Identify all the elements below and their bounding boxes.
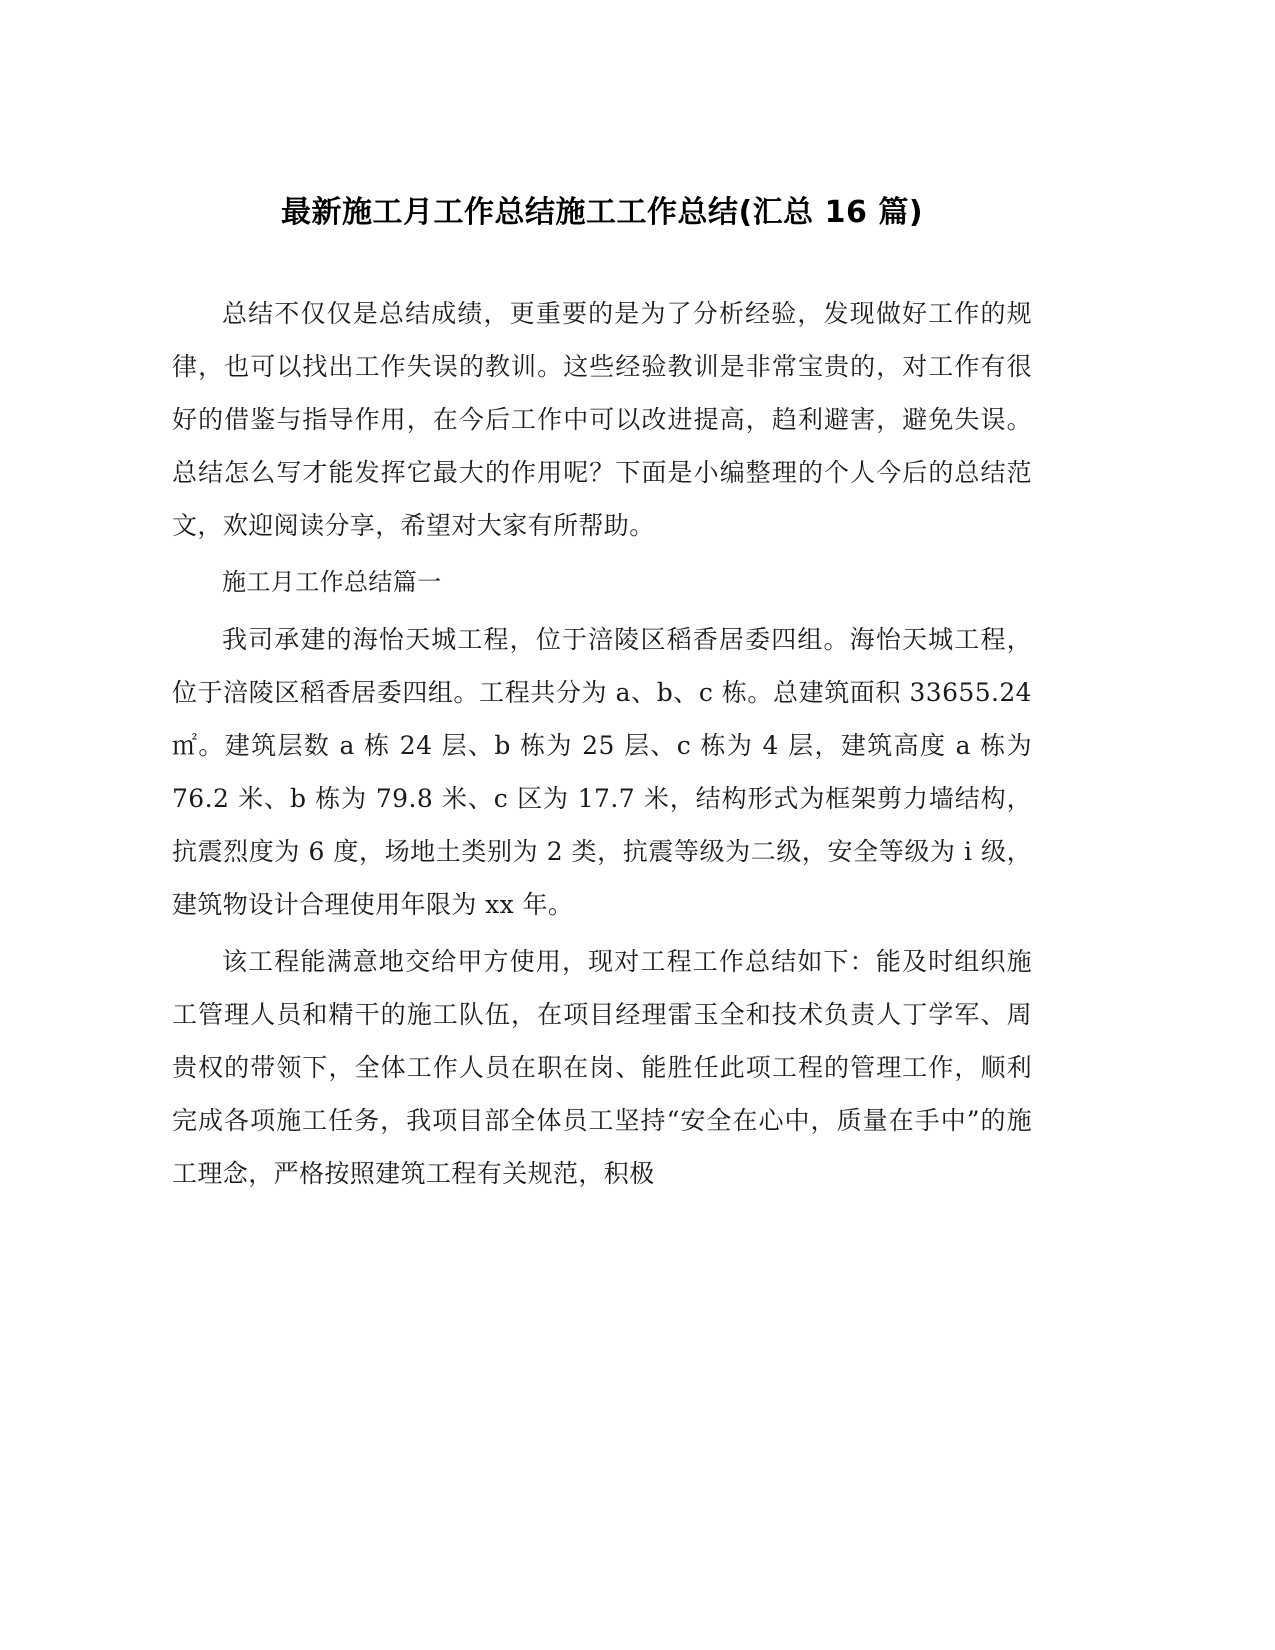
document-body bbox=[172, 190, 1032, 1204]
section-heading-one: 施工月工作总结篇一 bbox=[222, 568, 442, 596]
intro-paragraph: 总结不仅仅是总结成绩，更重要的是为了分析经验，发现做好工作的规律，也可以找出工作失误的教训。这些经验教训是非常宝贵的，对工作有很好的借鉴与指导作用，在今后工作中可以改进提高，趋利避害，避免失误。总结怎么写才能发挥它最大的作用呢？下面是小编整理的个人今后的总结范文，欢迎阅读分享，希望对大家有所帮助。 bbox=[172, 299, 1032, 540]
work-summary-paragraph: 该工程能满意地交给甲方使用，现对工程工作总结如下：能及时组织施工管理人员和精干的施工队伍，在项目经理雷玉全和技术负责人丁学军、周贵权的带领下，全体工作人员在职在岗、能胜任此项工程的管理工作，顺利完成各项施工任务，我项目部全体员工坚持“安全在心中，质量在手中”的施工理念，严格按照建筑工程有关规范，积极 bbox=[172, 947, 1032, 1188]
page-title: 最新施工月工作总结施工工作总结(汇总 16 篇) bbox=[280, 195, 924, 230]
project-overview-paragraph: 我司承建的海怡天城工程，位于涪陵区稻香居委四组。海怡天城工程，位于涪陵区稻香居委四组。工程共分为 a、b、c 栋。总建筑面积 33655.24㎡。建筑层数 a 栋 24 层、b 栋为 25 层、c 栋为 4 层，建筑高度 a 栋为 76.2 米、b 栋为 79.8 米、c 区为 17.7 米，结构形式为框架剪力墙结构，抗震烈度为 6 度，场地土类别为 2 类，抗震等级为二级，安全等级为 i 级，建筑物设计合理使用年限为 xx 年。 bbox=[172, 625, 1032, 919]
